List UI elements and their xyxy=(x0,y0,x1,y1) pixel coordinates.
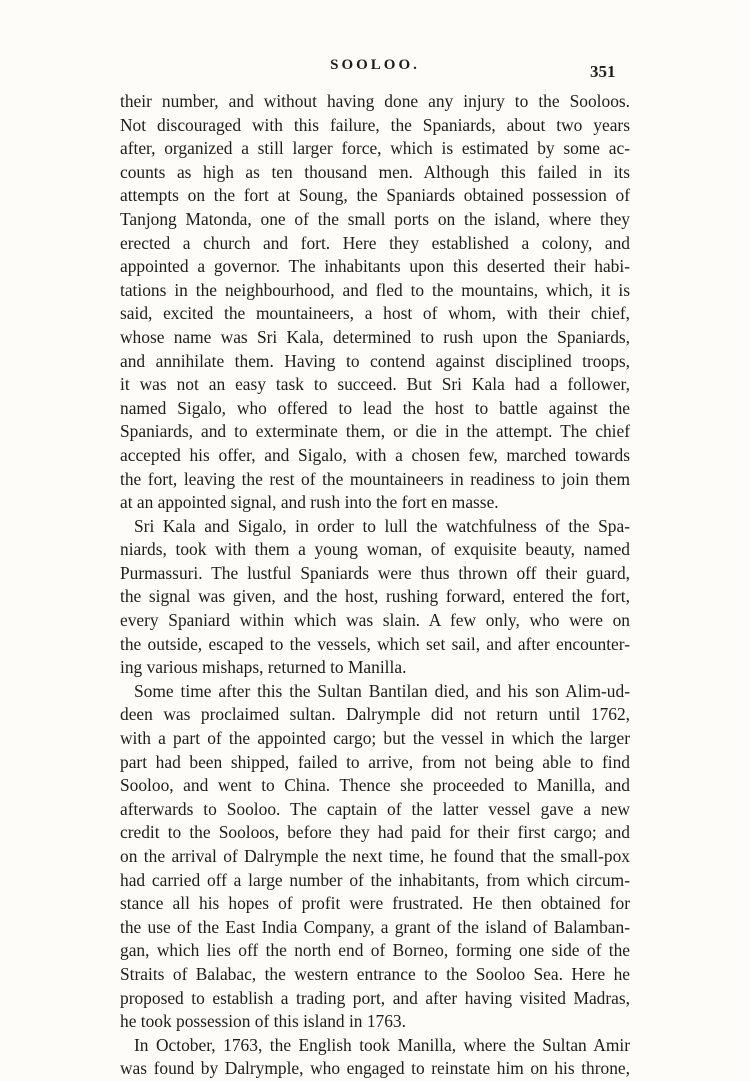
body-text xyxy=(120,90,630,1081)
text-line: every Spaniard within which was slain. A few only, who were on xyxy=(120,610,630,631)
text-line: tations in the neighbourhood, and fled to the mountains, which, it is xyxy=(120,279,630,300)
text-line: said, excited the mountaineers, a host of whom, with their chief, xyxy=(120,303,630,324)
text-line: proposed to establish a trading port, and after having visited Madras, xyxy=(120,987,630,1008)
text-line: Some time after this the Sultan Bantilan died, and his son Alim-ud- xyxy=(134,680,630,701)
text-line: ing various mishaps, returned to Manilla. xyxy=(120,657,407,678)
text-line: erected a church and fort. Here they established a colony, and xyxy=(120,232,630,253)
text-line: their number, and without having done any injury to the Sooloos. xyxy=(120,91,630,111)
text-line: Sooloo, and went to China. Thence she proceeded to Manilla, and xyxy=(120,775,630,796)
text-line: on the arrival of Dalrymple the next time, he found that the small-pox xyxy=(120,846,630,866)
text-line: Spaniards, and to exterminate them, or die in the attempt. The chief xyxy=(120,421,630,442)
text-line: whose name was Sri Kala, determined to rush upon the Spaniards, xyxy=(120,326,630,347)
paragraph xyxy=(120,515,630,680)
text-line: gan, which lies off the north end of Borneo, forming one side of the xyxy=(120,940,630,961)
text-line: after, organized a still larger force, which is estimated by some ac- xyxy=(120,138,630,159)
text-line: attempts on the fort at Soung, the Spaniards obtained possession of xyxy=(120,185,630,206)
text-line: had carried off a large number of the inhabitants, from which circum- xyxy=(120,869,630,890)
text-line: the fort, leaving the rest of the mountaineers in readiness to join them xyxy=(120,468,630,489)
text-line: with a part of the appointed cargo; but the vessel in which the larger xyxy=(120,728,630,749)
text-line: appointed a governor. The inhabitants upon this deserted their habi- xyxy=(120,256,630,277)
paragraph xyxy=(120,1034,630,1081)
running-title: SOOLOO. xyxy=(330,57,420,73)
text-line: afterwards to Sooloo. The captain of the latter vessel gave a new xyxy=(120,798,630,819)
text-line: at an appointed signal, and rush into the fort en masse. xyxy=(120,492,499,513)
text-line: named Sigalo, who offered to lead the host to battle against the xyxy=(120,397,630,418)
text-line: Straits of Balabac, the western entrance to the Sooloo Sea. Here he xyxy=(120,963,630,984)
text-line: accepted his offer, and Sigalo, with a chosen few, marched towards xyxy=(120,444,630,465)
text-line: the use of the East India Company, a grant of the island of Balamban- xyxy=(120,916,630,937)
text-line: he took possession of this island in 1763. xyxy=(120,1011,406,1032)
text-line: part had been shipped, failed to arrive, from not being able to find xyxy=(120,751,630,772)
text-line: deen was proclaimed sultan. Dalrymple did not return until 1762, xyxy=(120,704,630,725)
text-line: and annihilate them. Having to contend against disciplined troops, xyxy=(120,350,630,371)
page-number: 351 xyxy=(590,62,616,81)
text-line: niards, took with them a young woman, of exquisite beauty, named xyxy=(120,539,630,560)
text-line: Tanjong Matonda, one of the small ports on the island, where they xyxy=(120,208,630,229)
text-line: In October, 1763, the English took Manilla, where the Sultan Amir xyxy=(134,1034,630,1055)
paragraph xyxy=(120,90,630,515)
text-line: the outside, escaped to the vessels, which set sail, and after encounter- xyxy=(120,633,630,654)
text-line: Not discouraged with this failure, the Spaniards, about two years xyxy=(120,114,630,135)
text-line: Sri Kala and Sigalo, in order to lull the watchfulness of the Spa- xyxy=(134,515,630,536)
text-line: stance all his hopes of profit were frustrated. He then obtained for xyxy=(120,893,630,914)
text-line: Purmassuri. The lustful Spaniards were thus thrown off their guard, xyxy=(120,562,630,583)
text-line: the signal was given, and the host, rushing forward, entered the fort, xyxy=(120,586,630,607)
text-line: credit to the Sooloos, before they had paid for their first cargo; and xyxy=(120,822,630,843)
text-line: it was not an easy task to succeed. But Sri Kala had a follower, xyxy=(120,374,630,395)
text-line: was found by Dalrymple, who engaged to reinstate him on his throne, xyxy=(120,1058,630,1079)
text-line: counts as high as ten thousand men. Although this failed in its xyxy=(120,161,630,182)
paragraph xyxy=(120,680,630,1034)
